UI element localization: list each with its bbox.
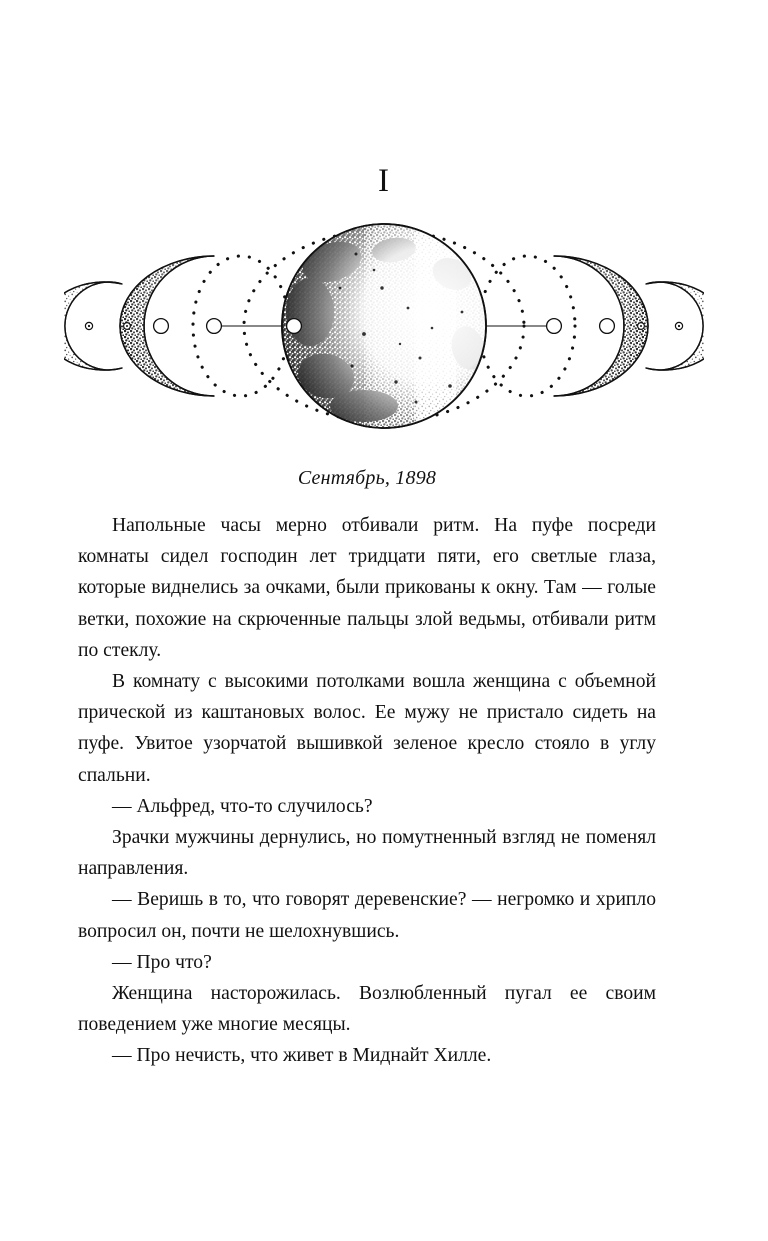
moon-phases-ornament: [64, 216, 704, 436]
moon-phase-waning-crescent-small: [646, 282, 704, 370]
dialogue-line: — Про что?: [112, 951, 212, 973]
paragraph: Зрачки мужчины дернулись, но помутненный взгляд не поменял направления.: [78, 827, 656, 880]
dialogue-line: — Про нечисть, что живет в Миднайт Хилле.: [112, 1045, 492, 1067]
moon-phase-full-moon: [282, 224, 490, 428]
paragraph: Напольные часы мерно отбивали ритм. На пуфе посреди комнаты сидел господин лет тридцати пяти, его светлые глаза, которые виднелись за очками, были прикованы к окну. Там — голые ветки, похожие на скрюченные пальцы злой ведьмы, отбивали ритм по стеклу.: [78, 515, 656, 661]
dialogue-line: — Альфред, что-то случилось?: [112, 795, 373, 817]
paragraph: В комнату с высокими потолками вошла женщина с объемной прической из каштановых волос. Ее мужу не пристало сидеть на пуфе. Увитое узорчатой вышивкой зеленое кресло стояло в углу спальни.: [78, 671, 656, 786]
paragraph: Женщина насторожилась. Возлюбленный пугал ее своим поведением уже многие месяцы.: [78, 983, 656, 1036]
chapter-number: I: [378, 163, 390, 199]
dialogue-line: — Веришь в то, что говорят деревенские? — негромко и хрипло вопросил он, почти не шелохнувшись.: [78, 889, 656, 942]
moon-phase-waxing-crescent-small: [64, 282, 122, 370]
moon-phase-waxing-crescent-large: [120, 256, 221, 396]
page-text-block: [78, 464, 656, 1072]
dateline: Сентябрь, 1898: [297, 467, 437, 489]
